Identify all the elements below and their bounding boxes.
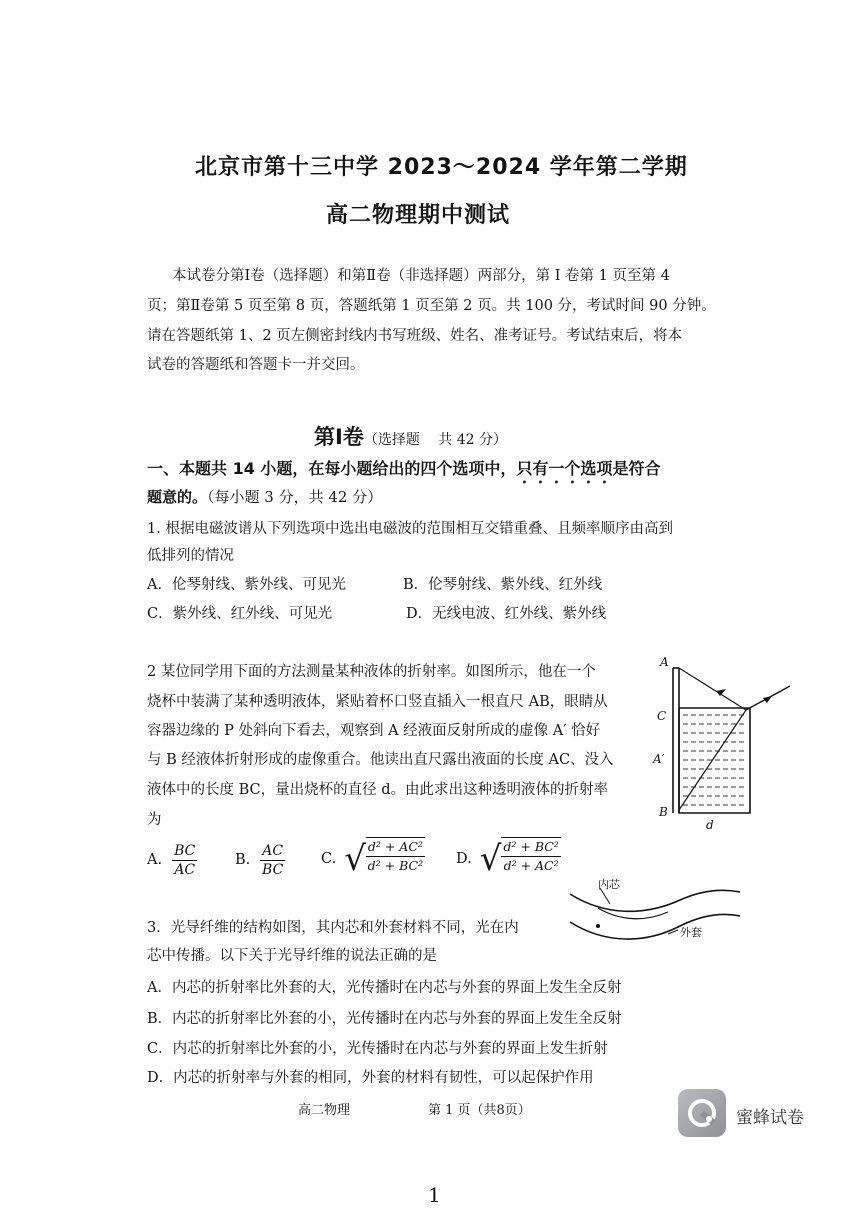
q2-stem-5: 液体中的长度 BC，量出烧杯的直径 d。由此求出这种透明液体的折射率 <box>147 782 609 798</box>
dashed-liquid <box>683 715 746 805</box>
part1-note: （选择题 共 42 分） <box>363 432 507 448</box>
part1-title: 第Ⅰ卷 <box>314 425 364 449</box>
fiber-outer-bottom <box>570 914 740 939</box>
q3-option-a: A．内芯的折射率比外套的大，光传播时在内芯与外套的界面上发生全反射 <box>147 980 622 996</box>
beaker-figure <box>650 650 800 835</box>
q2-option-a-fraction <box>172 842 197 879</box>
q2-stem-6: 为 <box>147 812 162 828</box>
q2-stem-1: 2 某位同学用下面的方法测量某种液体的折射率。如图所示，他在一个 <box>147 664 596 680</box>
intro-line-3: 请在答题纸第 1、2 页左侧密封线内书写班级、姓名、准考证号。考试结束后，将本 <box>147 328 683 344</box>
section1-scoring: （每小题 3 分，共 42 分） <box>207 488 383 506</box>
q2-option-d <box>456 834 561 884</box>
fraction-numerator: AC <box>262 842 284 859</box>
watermark-logo <box>678 1089 726 1137</box>
fraction-numerator: d² + AC² <box>366 838 425 857</box>
q3-option-b: B．内芯的折射率比外套的小，光传播时在内芯与外套的界面上发生全反射 <box>147 1011 622 1027</box>
sqrt-icon: √ $\frac{\text{d² + BC²}}{\text{d² + AC²}}$ <box>479 839 559 879</box>
page-number: 1 <box>428 1183 441 1207</box>
section1-line2 <box>147 490 382 505</box>
q1-option-c: C．紫外线、红外线、可见光 <box>147 606 333 622</box>
label-cladding: 外套 <box>680 926 702 939</box>
q3-option-c: C．内芯的折射率比外套的小，光传播时在内芯与外套的界面上发生折射 <box>147 1041 608 1057</box>
q1-option-a: A．伦琴射线、紫外线、可见光 <box>147 577 346 593</box>
q1-stem-2: 低排列的情况 <box>147 548 234 564</box>
q2-option-a <box>147 838 197 882</box>
q1-option-d: D．无线电波、红外线、紫外线 <box>406 606 607 622</box>
exam-title-line2: 高二物理期中测试 <box>326 203 511 228</box>
section1-text-d: 题意的。 <box>147 488 208 506</box>
q2-option-d-fraction <box>501 838 560 881</box>
label-c: C <box>657 709 667 723</box>
q2-option-d-letter: D. <box>456 850 472 867</box>
fraction-denominator: d² + BC² <box>367 858 424 873</box>
section1-text-a: 一、本题共 14 小题，在每小题给出的四个选项中， <box>147 459 517 478</box>
q2-stem-3: 容器边缘的 P 处斜向下看去，观察到 A 经液面反射所成的虚像 A′ 恰好 <box>147 723 601 739</box>
reflection-ray <box>679 668 746 710</box>
label-d: d <box>706 818 714 832</box>
label-b: B <box>659 805 668 819</box>
fraction-numerator: BC <box>174 842 196 859</box>
q2-option-b-letter: B. <box>235 851 251 868</box>
q2-option-b-fraction <box>260 842 285 879</box>
q2-option-a-letter: A. <box>147 851 163 868</box>
q3-option-d: D．内芯的折射率与外套的相同，外套的材料有韧性，可以起保护作用 <box>147 1070 594 1086</box>
fraction-denominator: BC <box>262 861 284 878</box>
exam-title-line1: 北京市第十三中学 2023～2024 学年第二学期 <box>195 155 688 180</box>
q2-option-c <box>321 834 425 884</box>
intro-line-4: 试卷的答题纸和答题卡一并交回。 <box>147 357 365 373</box>
bee-logo-icon <box>678 1089 726 1137</box>
sqrt-icon: √ $\frac{\text{d² + AC²}}{\text{d² + BC²}}$ <box>344 839 424 879</box>
label-core: 内芯 <box>598 878 620 891</box>
footer-subject: 高二物理 <box>298 1103 351 1118</box>
q2-stem-4: 与 B 经液体折射形成的虚像重合。他读出直尺露出液面的长度 AC、没入 <box>147 752 614 768</box>
label-a-prime: A′ <box>653 752 665 766</box>
part1-heading <box>314 421 507 451</box>
footer-page-info: 第 1 页（共8页） <box>428 1103 531 1118</box>
fiber-outer-top <box>570 890 740 911</box>
label-a: A <box>660 655 669 669</box>
fraction-denominator: d² + AC² <box>503 858 559 873</box>
q2-option-c-fraction <box>366 838 425 881</box>
section1-line1 <box>147 459 660 487</box>
section1-text-c: 是符合 <box>612 459 661 478</box>
section1-emphasis: 只有一个选项 <box>516 459 613 478</box>
q2-option-c-letter: C. <box>321 850 337 867</box>
q3-stem-2: 芯中传播。以下关于光导纤维的说法正确的是 <box>147 948 437 964</box>
fraction-denominator: AC <box>174 861 196 878</box>
q1-stem-1: 1. 根据电磁波谱从下列选项中选出电磁波的范围相互交错重叠、且频率顺序由高到 <box>147 521 673 537</box>
q1-option-b: B．伦琴射线、紫外线、红外线 <box>403 577 603 593</box>
fraction-numerator: d² + BC² <box>501 838 560 857</box>
watermark-text: 蜜蜂试卷 <box>736 1108 804 1128</box>
intro-line-1: 本试卷分第Ⅰ卷（选择题）和第Ⅱ卷（非选择题）两部分，第 Ⅰ 卷第 1 页至第 4 <box>172 268 670 284</box>
optical-fiber-figure <box>560 878 770 948</box>
ray-arrow-icon <box>763 696 772 703</box>
intro-line-2: 页；第Ⅱ卷第 5 页至第 8 页，答题纸第 1 页至第 2 页。共 100 分，考试时间 90 分钟。 <box>147 298 716 314</box>
q2-option-b <box>235 838 285 882</box>
q2-stem-2: 烧杯中装满了某种透明液体，紧贴着杯口竖直插入一根直尺 AB，眼睛从 <box>147 694 608 710</box>
q3-stem-1: 3．光导纤维的结构如图，其内芯和外套材料不同，光在内 <box>147 920 519 936</box>
